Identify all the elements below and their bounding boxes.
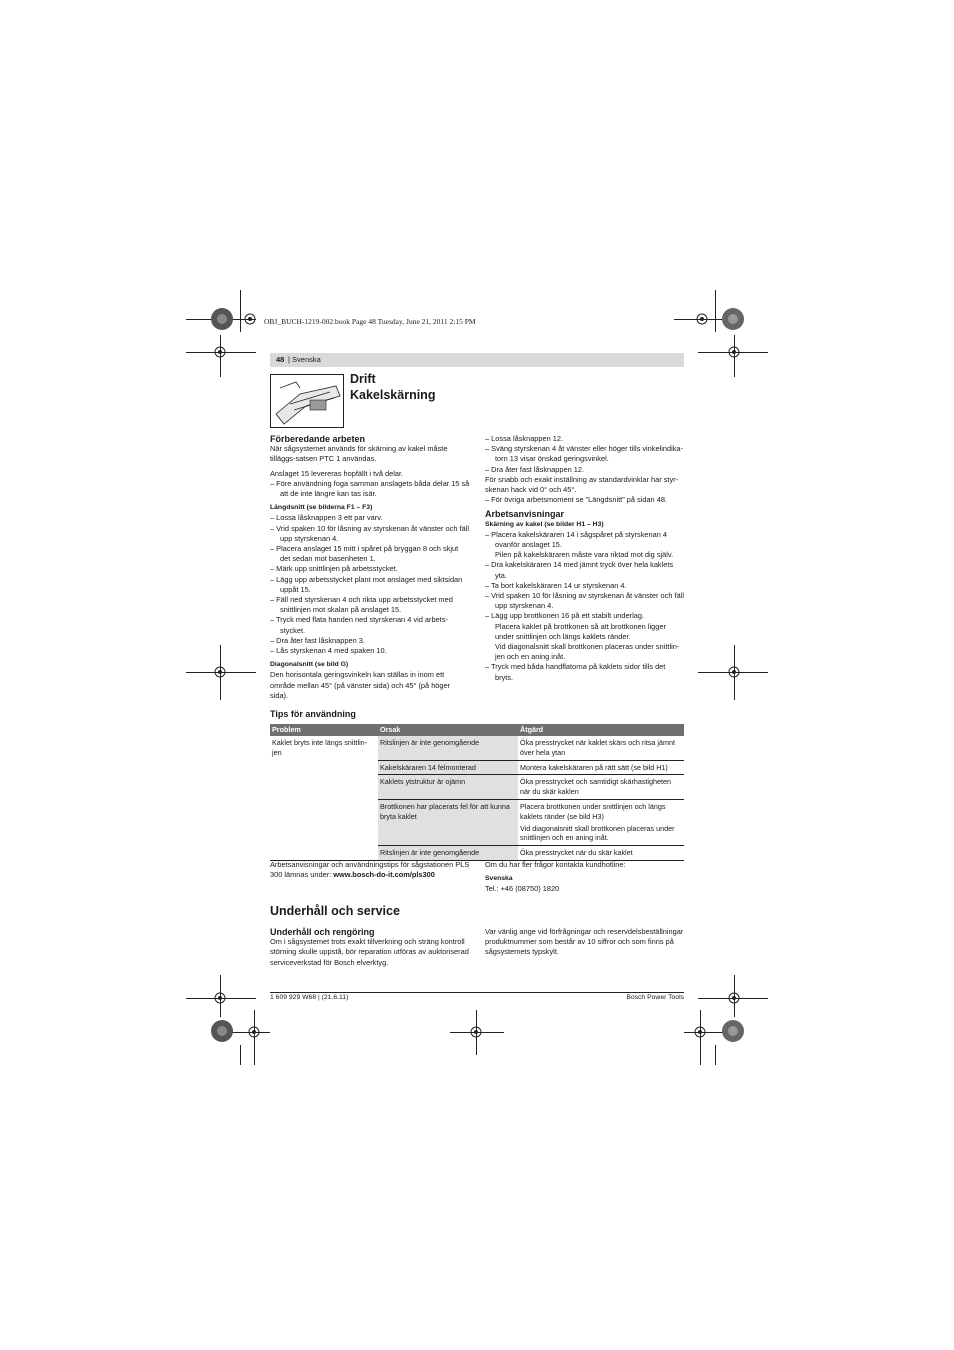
heading-length-cut: Längdsnitt (se bilderna F1 – F3) (270, 504, 373, 512)
footer-right: Bosch Power Tools (626, 994, 684, 1001)
page-header (270, 353, 684, 367)
action-cell (518, 799, 684, 845)
action-line: Vid diagonalsnitt skall brottkonen placeras under snittlinjen och en aning inåt. (520, 823, 675, 843)
info-right (485, 860, 684, 895)
cause-cell: Kakelskäraren 14 felmonterad (378, 760, 518, 775)
info-text: Arbetsanvisningar och användningstips för sågstationen PLS 300 lämnas under: (270, 860, 470, 880)
action-cell: Öka presstrycket och samtidigt skärhastigheten när du skär kaklen (518, 775, 684, 800)
info-link[interactable]: www.bosch-do-it.com/pls300 (333, 870, 435, 880)
list-item: – Lås styrskenan 4 med spaken 10. (270, 646, 387, 656)
maintenance-paragraph: Om i sågsystemet trots exakt tillverkning och sträng kontroll störning skulle uppstå, bör reparation utföras av auktoriserad serviceverkstad för Bosch elverktyg. (270, 937, 469, 967)
spare-parts-paragraph: Var vänlig ange vid förfrågningar och reservdelsbeställningar produktnummer som består av 10 siffror och som finns på sågsystemets typskylt. (485, 927, 684, 957)
column-header-problem: Problem (270, 724, 378, 736)
list-item: – Lägg upp arbetsstycket plant mot anslaget med siktsidan uppåt 15. (270, 574, 463, 594)
page-language: | Svenska (288, 355, 321, 364)
crosshair-icon (692, 1024, 708, 1040)
column-header-action: Åtgärd (518, 724, 684, 736)
color-wheel-icon (720, 306, 746, 332)
list-item: – Placera anslaget 15 mitt i spåret på bryggan 8 och skjut det sedan mot basenheten 1. (270, 544, 459, 564)
prep-paragraph-2: Anslaget 15 levereras hopfällt i två delar. (270, 468, 404, 478)
heading-work-instructions: Arbetsanvisningar (485, 509, 565, 520)
action-cell: Öka presstrycket när kaklet skärs och ritsa jämnt över hela ytan (518, 736, 684, 760)
list-item: – Tryck med båda handflatorna på kaklets sidor tills det bryts. (485, 662, 666, 682)
cause-cell: Kaklets ytstruktur är ojämn (378, 775, 518, 800)
color-wheel-icon (720, 1018, 746, 1044)
tips-heading: Tips för användning (270, 709, 356, 719)
list-item: – Märk upp snittlinjen på arbetsstycket. (270, 564, 398, 574)
list-item: – Vrid spaken 10 för låsning av styrskenan åt vänster och fäll upp styrskenan 4. (270, 523, 469, 543)
saw-illustration (270, 374, 344, 428)
list-item: – Vrid spaken 10 för låsning av styrskenan åt vänster och fäll upp styrskenan 4. (485, 591, 684, 611)
print-header: OBJ_BUCH-1219-002.book Page 48 Tuesday, June 21, 2011 2:15 PM (264, 317, 476, 326)
hotline-text: Om du har fler frågor kontakta kundhotline: (485, 860, 626, 869)
heading-diagonal-cut: Diagonalsnitt (se bild G) (270, 661, 349, 669)
prep-list-item: – Före användning foga samman anslagets båda delar 15 så att de inte längre kan tas isär. (270, 478, 470, 499)
cause-cell: Brottkonen har placerats fel för att kunna bryta kaklet (378, 799, 518, 845)
section-title-drift: Drift (350, 372, 376, 386)
diagonal-paragraph: Den horisontala geringsvinkeln kan ställas in inom ett område mellan 45° (på vänster sida) och 45° (på höger sida). (270, 670, 451, 700)
color-wheel-icon (209, 1018, 235, 1044)
crosshair-icon (242, 311, 258, 327)
action-cell: Öka presstrycket när du skär kaklet (518, 846, 684, 861)
right-column (485, 434, 684, 683)
service-left (270, 927, 470, 968)
crosshair-icon (246, 1024, 262, 1040)
info-left (270, 860, 470, 880)
crosshair-icon (726, 664, 742, 680)
country-label: Svenska (485, 875, 513, 883)
service-title: Underhåll och service (270, 904, 400, 918)
list-note: Placera kaklet på brottkonen så att brottkonen ligger under snittlinjen och längs kaklets ränder. (495, 621, 666, 641)
crosshair-icon (212, 344, 228, 360)
service-right (485, 927, 684, 958)
crosshair-icon (212, 990, 228, 1006)
list-item: – Dra åter fast låsknappen 3. (270, 635, 365, 645)
crosshair-icon (694, 311, 710, 327)
tips-table (270, 724, 684, 861)
list-item: – Tryck med flata handen ned styrskenan 4 vid arbets-stycket. (270, 615, 448, 635)
cause-cell: Ritslinjen är inte genomgående (378, 846, 518, 861)
list-item: – Lossa låsknappen 12. (485, 434, 564, 443)
page-number: 48 (276, 355, 285, 364)
crosshair-icon (212, 664, 228, 680)
heading-tile-cutting: Skärning av kakel (se bilder H1 – H3) (485, 520, 604, 528)
footer-rule (270, 992, 684, 993)
problem-cell: Kaklet bryts inte längs snittlin-jen (270, 736, 378, 860)
list-item: – Placera kakelskäraren 14 i sågspåret på styrskenan 4 ovanför anslaget 15. (485, 529, 667, 550)
action-line: Placera brottkonen under snittlinjen och längs kaklets ränder (se bild H3) (520, 801, 666, 821)
list-note: Vid diagonalsnitt skall brottkonen placeras under snittlin-jen och en aning inåt. (495, 642, 680, 662)
action-cell: Montera kakelskäraren på rätt sätt (se bild H1) (518, 760, 684, 775)
color-wheel-icon (209, 306, 235, 332)
list-item: – Sväng styrskenan 4 åt vänster eller höger tills vinkelindika-torn 13 visar önskad geringsvinkel. (485, 444, 684, 464)
list-item: – Fäll ned styrskenan 4 och rikta upp arbetsstycket med snittlinjen mot skalan på anslaget 15. (270, 595, 453, 615)
crosshair-icon (726, 990, 742, 1006)
list-item: – Dra kakelskäraren 14 med jämnt tryck över hela kaklets yta. (485, 560, 674, 580)
list-item: – Lägg upp brottkonen 16 på ett stabilt underlag. (485, 611, 645, 621)
list-item: – Ta bort kakelskäraren 14 ur styrskenan 4. (485, 580, 627, 590)
quick-setting-paragraph: För snabb och exakt inställning av standardvinklar har styr-skenan hack vid 0° och 45°. (485, 474, 679, 495)
table-row (270, 736, 684, 760)
list-note: Pilen på kakelskäraren måste vara riktad mot dig själv. (495, 550, 674, 560)
list-item: – Lossa låsknappen 3 ett par varv. (270, 513, 383, 523)
heading-prep: Förberedande arbeten (270, 434, 366, 444)
phone-number: Tel.: +46 (08750) 1820 (485, 884, 560, 894)
section-title-kakel: Kakelskärning (350, 388, 436, 402)
maintenance-heading: Underhåll och rengöring (270, 927, 375, 937)
crosshair-icon (468, 1024, 484, 1040)
list-item: – Dra åter fast låsknappen 12. (485, 464, 585, 474)
left-column (270, 434, 470, 701)
column-header-cause: Orsak (378, 724, 518, 736)
list-item: – För övriga arbetsmoment se ”Längdsnitt” på sidan 48. (485, 495, 667, 505)
cause-cell: Ritslinjen är inte genomgående (378, 736, 518, 760)
footer-left: 1 609 929 W68 | (21.6.11) (270, 994, 349, 1001)
crosshair-icon (726, 344, 742, 360)
prep-paragraph-1: När sågsystemet används för skärning av kakel måste tilläggs-satsen PTC 1 användas. (270, 444, 448, 464)
